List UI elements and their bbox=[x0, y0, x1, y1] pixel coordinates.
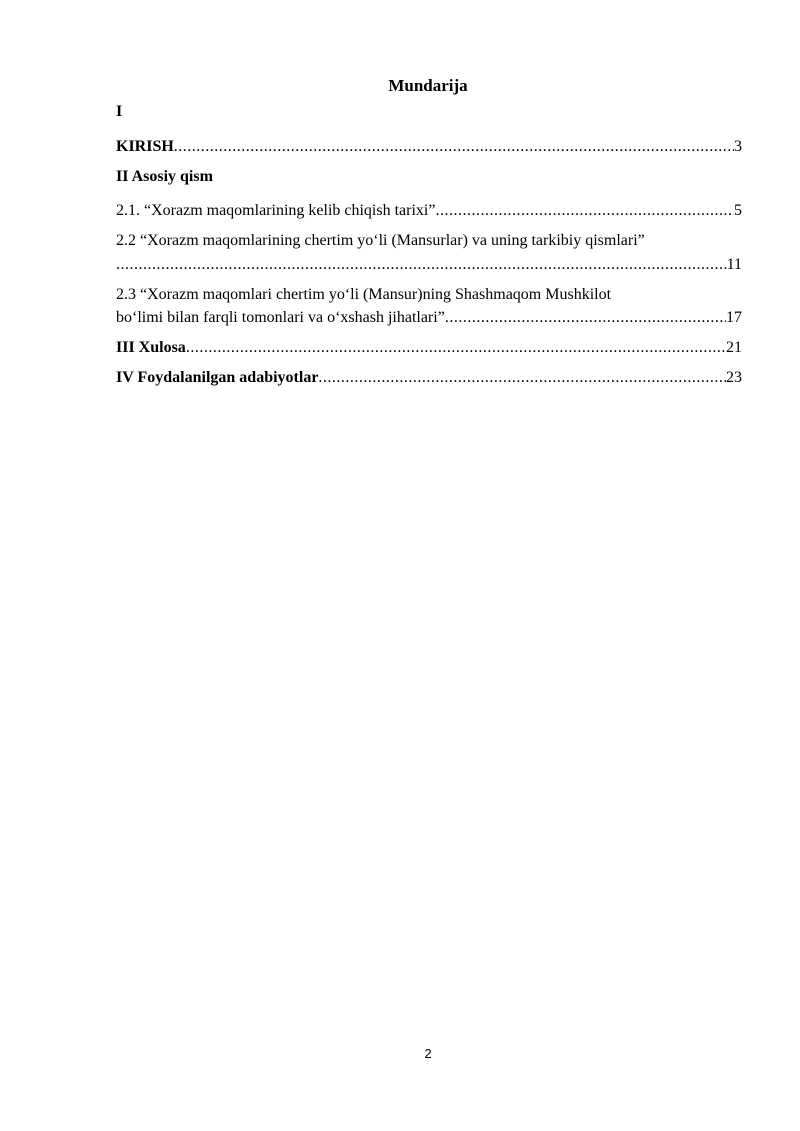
toc-page-number: 5 bbox=[734, 202, 742, 219]
dot-leader bbox=[318, 368, 726, 388]
toc-page-number: 21 bbox=[726, 339, 742, 356]
dot-leader bbox=[445, 308, 726, 328]
toc-entry-label: 2.1. “Xorazm maqomlarining kelib chiqish tarixi” bbox=[116, 202, 436, 219]
toc-entry-kirish[interactable] bbox=[116, 137, 742, 157]
toc-entry-1-number: I bbox=[116, 103, 123, 120]
toc-entry-adabiyotlar[interactable] bbox=[116, 368, 742, 388]
dot-leader bbox=[174, 137, 734, 157]
toc-entry-2-3[interactable] bbox=[116, 308, 742, 328]
toc-entry-2-2-leader bbox=[116, 255, 742, 275]
toc-entry-2-1[interactable] bbox=[116, 201, 742, 221]
toc-title: Mundarija bbox=[388, 76, 468, 95]
toc-entry-label: IV Foydalanilgan adabiyotlar bbox=[116, 369, 319, 386]
dot-leader bbox=[186, 338, 726, 358]
toc-entry-label: III Xulosa bbox=[116, 339, 186, 356]
toc-page-number: 17 bbox=[726, 309, 742, 326]
toc-page-number: 3 bbox=[734, 138, 742, 155]
toc-entry-2-2-label[interactable]: 2.2 “Xorazm maqomlarining chertim yo‘li (Mansurlar) va uning tarkibiy qismlari” bbox=[116, 232, 645, 249]
page-number: 2 bbox=[424, 1046, 432, 1061]
toc-section-heading: II Asosiy qism bbox=[116, 168, 213, 185]
toc-entry-label: KIRISH bbox=[116, 138, 174, 155]
toc-entry-label: bo‘limi bilan farqli tomonlari va o‘xshash jihatlari” bbox=[116, 309, 445, 326]
dot-leader bbox=[116, 255, 727, 275]
toc-entry-2-3-label-line1[interactable]: 2.3 “Xorazm maqomlari chertim yo‘li (Mansur)ning Shashmaqom Mushkilot bbox=[116, 286, 612, 303]
toc-page-number: 11 bbox=[726, 256, 742, 273]
toc-page-number: 23 bbox=[726, 369, 742, 386]
dot-leader bbox=[435, 201, 734, 221]
toc-entry-xulosa[interactable] bbox=[116, 338, 742, 358]
